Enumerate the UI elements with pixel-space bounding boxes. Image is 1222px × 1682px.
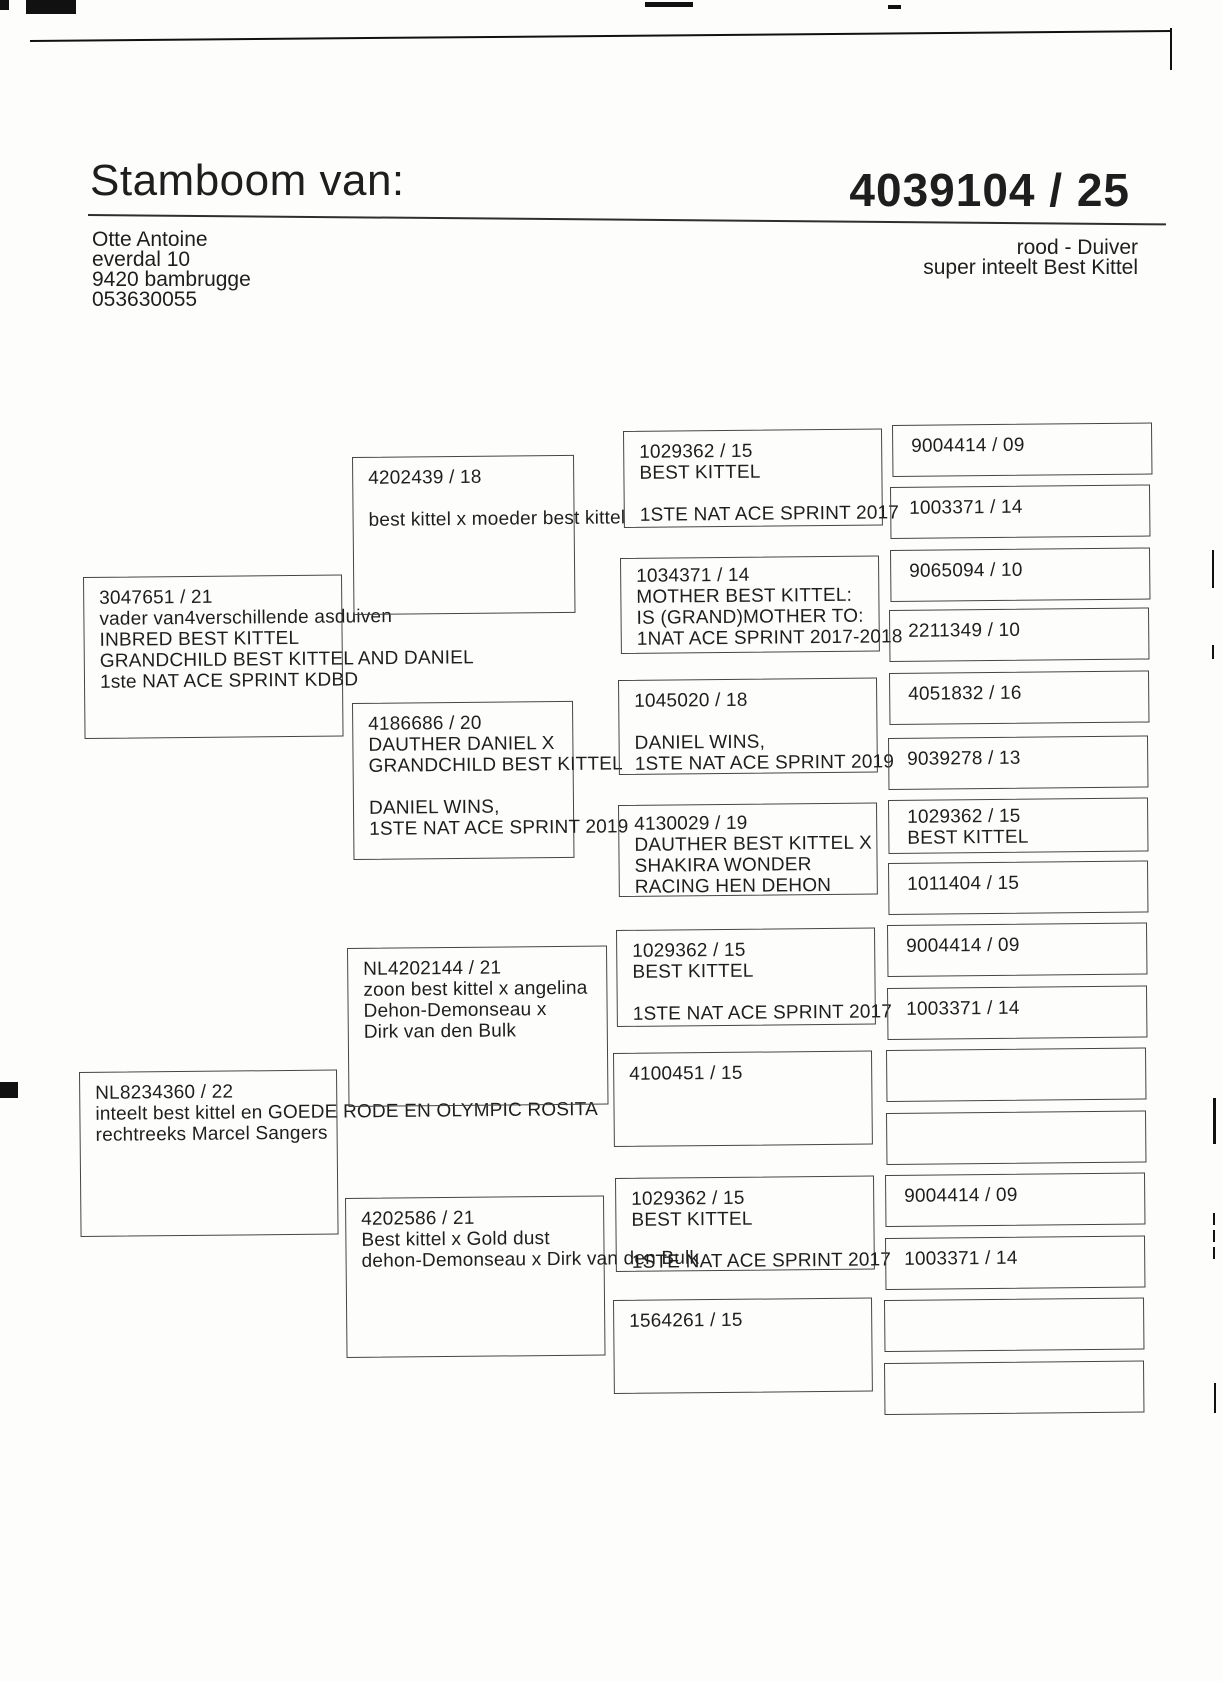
pedigree-box-g4-11 [886, 1048, 1146, 1102]
pedigree-box-g3-6 [613, 1051, 873, 1147]
pedigree-box-text: 1003371 / 14 [909, 496, 1023, 519]
pedigree-box-g3-8 [613, 1298, 873, 1394]
pedigree-box-text: 1029362 / 15 BEST KITTEL 1STE NAT ACE SPRINT 2017 [631, 1187, 892, 1273]
pedigree-box-text: 2211349 / 10 [908, 619, 1021, 642]
pedigree-box-text [885, 1362, 1143, 1374]
pedigree-box-text: 4100451 / 15 [629, 1062, 743, 1085]
pedigree-box-g3-5 [616, 928, 893, 1027]
pedigree-box-g4-12 [886, 1111, 1146, 1165]
scan-artifact [0, 1082, 18, 1098]
pedigree-box-text [887, 1112, 1145, 1124]
pedigree-box-text: 9065094 / 10 [909, 559, 1023, 582]
bird-note: super inteelt Best Kittel [923, 256, 1138, 279]
pedigree-box-g4-7 [888, 798, 1149, 854]
pedigree-box-g4-8 [888, 861, 1148, 915]
pedigree-box-text: 4202439 / 18 best kittel x moeder best kittel [368, 466, 626, 531]
scan-artifact [30, 30, 1172, 42]
pedigree-box-g4-10 [887, 986, 1147, 1040]
pedigree-box-text: 4202586 / 21 Best kittel x Gold dust dehon-Demonseau x Dirk van den Bulk [361, 1207, 700, 1272]
pedigree-box-text: 1564261 / 15 [629, 1309, 743, 1332]
pedigree-box-text: 1029362 / 15 BEST KITTEL 1STE NAT ACE SPRINT 2017 [632, 939, 893, 1025]
pedigree-box-text: 1029362 / 15 BEST KITTEL 1STE NAT ACE SPRINT 2017 [639, 440, 900, 526]
owner-block [92, 230, 251, 310]
pedigree-box-text: 1029362 / 15 BEST KITTEL [907, 805, 1029, 849]
pedigree-box-g4-4 [889, 608, 1149, 662]
pedigree-box-text: NL8234360 / 22 inteelt best kittel en GOEDE RODE EN OLYMPIC ROSITA rechtreeks Marcel Sangers [95, 1081, 599, 1146]
pedigree-box-text: 9004414 / 09 [911, 434, 1025, 457]
pedigree-box-text [887, 1049, 1145, 1061]
bird-color-sex: rood - Duiver [1016, 236, 1138, 259]
pedigree-box-g4-16 [884, 1361, 1144, 1415]
owner-street: everdal 10 [92, 248, 191, 271]
owner-name: Otte Antoine [92, 228, 208, 251]
pedigree-box-g3-7 [615, 1176, 892, 1273]
pedigree-box-g3-1 [623, 429, 900, 528]
pedigree-box-text: 1003371 / 14 [904, 1247, 1018, 1270]
scan-artifact [1170, 28, 1172, 70]
scan-artifact [1213, 1230, 1215, 1242]
pedigree-box-text: 1045020 / 18 DANIEL WINS, 1STE NAT ACE SPRINT 2019 [634, 689, 895, 775]
scan-artifact [0, 0, 9, 10]
pedigree-box-text: 9004414 / 09 [906, 934, 1020, 957]
pedigree-box-g4-6 [888, 736, 1148, 790]
pedigree-box-g2-2 [352, 701, 629, 860]
pedigree-box-g2-1 [352, 455, 626, 615]
scan-artifact [1213, 1247, 1215, 1259]
pedigree-box-g4-9 [887, 923, 1147, 977]
pedigree-box-text: 4051832 / 16 [908, 682, 1022, 705]
scan-artifact [645, 2, 693, 7]
scan-artifact [1212, 550, 1214, 588]
scan-artifact [26, 0, 76, 14]
pedigree-box-sire [83, 575, 474, 739]
pedigree-box-text: 1011404 / 15 [907, 872, 1020, 895]
pedigree-box-dam [79, 1070, 599, 1237]
pedigree-box-text: 9039278 / 13 [907, 747, 1021, 770]
pedigree-box-g4-2 [890, 485, 1150, 539]
pedigree-box-g2-3 [347, 946, 609, 1107]
owner-phone: 053630055 [92, 288, 198, 311]
scan-artifact [1213, 1098, 1216, 1144]
pedigree-box-text: 9004414 / 09 [904, 1184, 1018, 1207]
pedigree-box-text: 4130029 / 19 DAUTHER BEST KITTEL X SHAKIRA WONDER RACING HEN DEHON [634, 812, 873, 898]
page-title: Stamboom van: [90, 156, 405, 205]
pedigree-box-g4-15 [884, 1298, 1144, 1352]
scan-artifact [1212, 645, 1214, 659]
pedigree-box-text: 1034371 / 14 MOTHER BEST KITTEL: IS (GRAND)MOTHER TO: 1NAT ACE SPRINT 2017-2018 [636, 564, 903, 650]
owner-city: 9420 bambrugge [92, 268, 251, 291]
pedigree-box-g3-4 [618, 803, 878, 897]
bird-info [800, 238, 1138, 278]
pedigree-box-g4-5 [889, 671, 1149, 725]
pedigree-box-text: 4186686 / 20 DAUTHER DANIEL X GRANDCHILD BEST KITTEL DANIEL WINS, 1STE NAT ACE SPRINT 2019 [368, 712, 629, 840]
scan-artifact [888, 5, 901, 9]
pedigree-box-g4-1 [892, 423, 1152, 477]
pedigree-box-text [885, 1299, 1143, 1311]
pedigree-box-g4-14 [885, 1236, 1145, 1290]
pedigree-box-g4-13 [885, 1173, 1145, 1227]
pedigree-box-text: 1003371 / 14 [906, 997, 1020, 1020]
scan-artifact [1214, 1383, 1216, 1413]
pedigree-box-g3-3 [618, 678, 895, 775]
pedigree-box-g4-3 [890, 548, 1150, 602]
scan-artifact [1213, 1213, 1215, 1225]
pedigree-box-text: NL4202144 / 21 zoon best kittel x angelina Dehon-Demonseau x Dirk van den Bulk [363, 957, 588, 1043]
pedigree-box-text: 3047651 / 21 vader van4verschillende asduiven INBRED BEST KITTEL GRANDCHILD BEST KITTEL AND DANIEL 1ste NAT ACE SPRINT KDBD [99, 586, 474, 693]
pedigree-box-g3-2 [620, 556, 903, 654]
ring-number: 4039104 / 25 [849, 164, 1130, 216]
